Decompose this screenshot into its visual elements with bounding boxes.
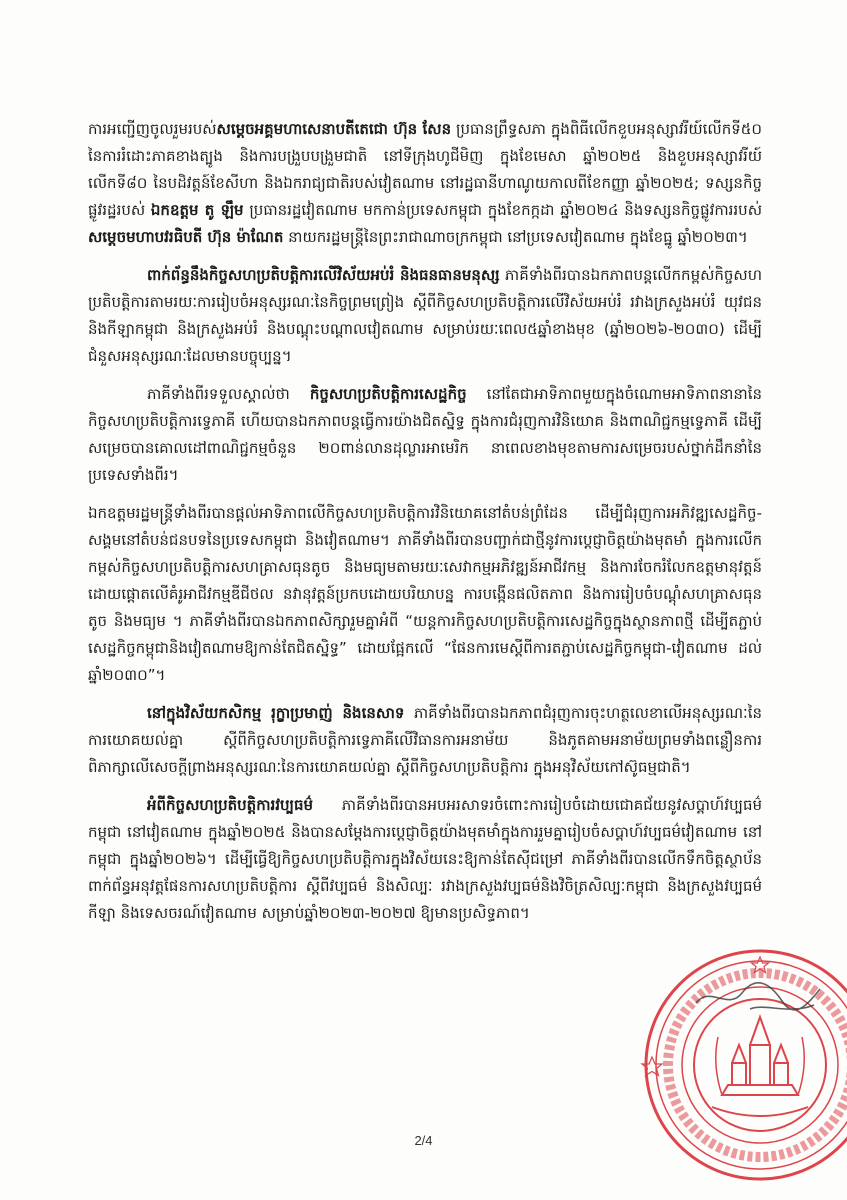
paragraph-text: ការអញ្ជើញចូលរួមរបស់	[88, 120, 217, 138]
paragraph-text: ភាគីទាំងពីរបានអបអរសាទរចំពោះការរៀបចំដោយជោគជ័យនូវសប្តាហ៍វប្បធម៌កម្ពុជា នៅវៀតណាម ក្នុងឆ្នាំ២០២៥ និងបានសម្តែងការប្តេជ្ញាចិត្តយ៉ាងមុតមាំក្នុងការរួមគ្នារៀបចំសប្តាហ៍វប្បធម៌វៀតណាម នៅកម្ពុជា ក្នុងឆ្នាំ២០២៦។ ដើម្បីធ្វើឱ្យកិច្ចសហប្រតិបត្តិការក្នុងវិស័យនេះឱ្យកាន់តែស៊ីជម្រៅ ភាគីទាំងពីរបានលើកទឹកចិត្តស្ថាប័នពាក់ព័ន្ធអនុវត្តផែនការសហប្រតិបត្តិការ ស្តីពីវប្បធម៌ និងសិល្បៈ រវាងក្រសួងវប្បធម៌និងវិចិត្រសិល្បៈកម្ពុជា និងក្រសួងវប្បធម៌ កីឡា និងទេសចរណ៍វៀតណាម សម្រាប់ឆ្នាំ២០២៣-២០២៧ ឱ្យមានប្រសិទ្ធភាព។	[88, 796, 762, 922]
official-seal-icon	[600, 945, 847, 1190]
document-body	[88, 116, 762, 938]
section-heading-education: ពាក់ព័ន្ធនឹងកិច្ចសហប្រតិបត្តិការលើវិស័យអប់រំ និងធនធានមនុស្ស	[147, 266, 500, 284]
paragraph-text: ប្រធានព្រឹទ្ធសភា ក្នុងពិធីលើកខួបអនុស្សាវរីយ៍លើកទី៥០ នៃការរំដោះភាគខាងត្បូង និងការបង្រួបបង្រួមជាតិ នៅទីក្រុងហូជីមិញ ក្នុងខែមេសា ឆ្នាំ២០២៥ និងខួបអនុស្សាវរីយ៍លើកទី៨០ នៃបដិវត្តន៍ខែសីហា និងឯករាជ្យជាតិរបស់វៀតណាម នៅរដ្ឋធានីហាណូយកាលពីខែកញ្ញា ឆ្នាំ២០២៥; ទស្សនកិច្ចផ្លូវរដ្ឋរបស់	[88, 120, 762, 219]
section-heading-culture: អំពីកិច្ចសហប្រតិបត្តិការវប្បធម៌	[147, 796, 314, 814]
paragraph-text: ភាគីទាំងពីរទទួលស្គាល់ថា	[147, 385, 310, 403]
paragraph-investment	[88, 500, 762, 689]
paragraph-text: នៅតែជាអាទិភាពមួយក្នុងចំណោមអាទិភាពនានានៃកិច្ចសហប្រតិបត្តិការទ្វេភាគី ហើយបានឯកភាពបន្តធ្វើការយ៉ាងជិតស្និទ្ធ ក្នុងការជំរុញការវិនិយោគ និងពាណិជ្ជកម្មទ្វេភាគី ដើម្បីសម្រេចបានគោលដៅពាណិជ្ជកម្មចំនួន ២០ពាន់លានដុល្លារអាមេរិក នាពេលខាងមុខតាមការសម្រេចរបស់ថ្នាក់ដឹកនាំនៃប្រទេសទាំងពីរ។	[88, 385, 762, 484]
bold-name-to-lam: ឯកឧត្តម តូ ឡឹម	[150, 201, 244, 219]
section-heading-economic: កិច្ចសហប្រតិបត្តិការសេដ្ឋកិច្ច	[309, 385, 467, 403]
section-heading-agriculture: នៅក្នុងវិស័យកសិកម្ម រុក្ខាប្រមាញ់ និងនេសាទ	[147, 704, 405, 722]
paragraph-text: ភាគីទាំងពីរបានឯកភាពបន្តលើកកម្ពស់កិច្ចសហប្រតិបត្តិការតាមរយៈការរៀបចំអនុស្សរណៈនៃកិច្ចព្រមព្រៀង ស្តីពីកិច្ចសហប្រតិបត្តិការលើវិស័យអប់រំ រវាងក្រសួងអប់រំ យុវជន និងកីឡាកម្ពុជា និងក្រសួងអប់រំ និងបណ្តុះបណ្តាលវៀតណាម សម្រាប់រយៈពេល៥ឆ្នាំខាងមុខ (ឆ្នាំ២០២៦-២០៣០) ដើម្បីជំនួសអនុស្សរណៈដែលមានបច្ចុប្បន្ន។	[88, 266, 762, 365]
paragraph-economic	[88, 381, 762, 489]
bold-name-hun-sen: សម្តេចអគ្គមហាសេនាបតីតេជោ ហ៊ុន សែន	[216, 120, 452, 138]
paragraph-official-visits	[88, 116, 762, 251]
bold-name-hun-manet: សម្តេចមហាបវរធិបតី ហ៊ុន ម៉ាណែត	[88, 228, 284, 246]
paragraph-education	[88, 262, 762, 370]
paragraph-culture	[88, 792, 762, 927]
page-number: 2/4	[414, 1133, 433, 1148]
paragraph-agriculture	[88, 700, 762, 781]
paragraph-text: ភាគីទាំងពីរបានឯកភាពជំរុញការចុះហត្ថលេខាលើអនុស្សរណៈនៃការយោគយល់គ្នា ស្តីពីកិច្ចសហប្រតិបត្តិការទ្វេភាគីលើវិធានការអនាម័យ និងភូតគាមអនាម័យព្រមទាំងពន្លឿនការពិភាក្សាលើសេចក្តីព្រាងអនុស្សរណៈនៃការយោគយល់គ្នា ស្តីពីកិច្ចសហប្រតិបត្តិការ ក្នុងអនុវិស័យកៅស៊ូធម្មជាតិ។	[88, 704, 762, 776]
paragraph-text: ប្រធានរដ្ឋវៀតណាម មកកាន់ប្រទេសកម្ពុជា ក្នុងខែកក្កដា ឆ្នាំ២០២៤ និងទស្សនកិច្ចផ្លូវការរបស់	[243, 201, 762, 219]
paragraph-text: ឯកឧត្តមរដ្ឋមន្ត្រីទាំងពីរបានផ្តល់អាទិភាពលើកិច្ចសហប្រតិបត្តិការវិនិយោគនៅតំបន់ព្រំដែន ដើម្បីជំរុញការអភិវឌ្ឍសេដ្ឋកិច្ច-សង្គមនៅតំបន់ជនបទនៃប្រទេសកម្ពុជា និងវៀតណាម។ ភាគីទាំងពីរបានបញ្ជាក់ជាថ្មីនូវការប្តេជ្ញាចិត្តយ៉ាងមុតមាំ ក្នុងការលើកកម្ពស់កិច្ចសហប្រតិបត្តិការសហគ្រាសធុនតូច និងមធ្យមតាមរយៈសេវាកម្មអភិវឌ្ឍន៍អាជីវកម្ម និងការចែករំលែកឧត្តមានុវត្តន៍ ដោយផ្តោតលើគំរូអាជីវកម្មឌីជីថល នវានុវត្តន៍ប្រកបដោយបរិយាបន្ន ការបង្កើនផលិតភាព និងការរៀបចំបណ្តុំសហគ្រាសធុនតូច និងមធ្យម ។ ភាគីទាំងពីរបានឯកភាពសិក្សារួមគ្នាអំពី “យន្តការកិច្ចសហប្រតិបត្តិការសេដ្ឋកិច្ចក្នុងស្ថានភាពថ្មី ដើម្បីតភ្ជាប់សេដ្ឋកិច្ចកម្ពុជានិងវៀតណាមឱ្យកាន់តែជិតស្និទ្ធ” ដោយផ្អែកលើ “ផែនការមេស្តីពីការតភ្ជាប់សេដ្ឋកិច្ចកម្ពុជា-វៀតណាម ដល់ឆ្នាំ២០៣០”។	[88, 504, 762, 684]
paragraph-text: នាយករដ្ឋមន្ត្រីនៃព្រះរាជាណាចក្រកម្ពុជា នៅប្រទេសវៀតណាម ក្នុងខែធ្នូ ឆ្នាំ២០២៣។	[283, 228, 748, 246]
